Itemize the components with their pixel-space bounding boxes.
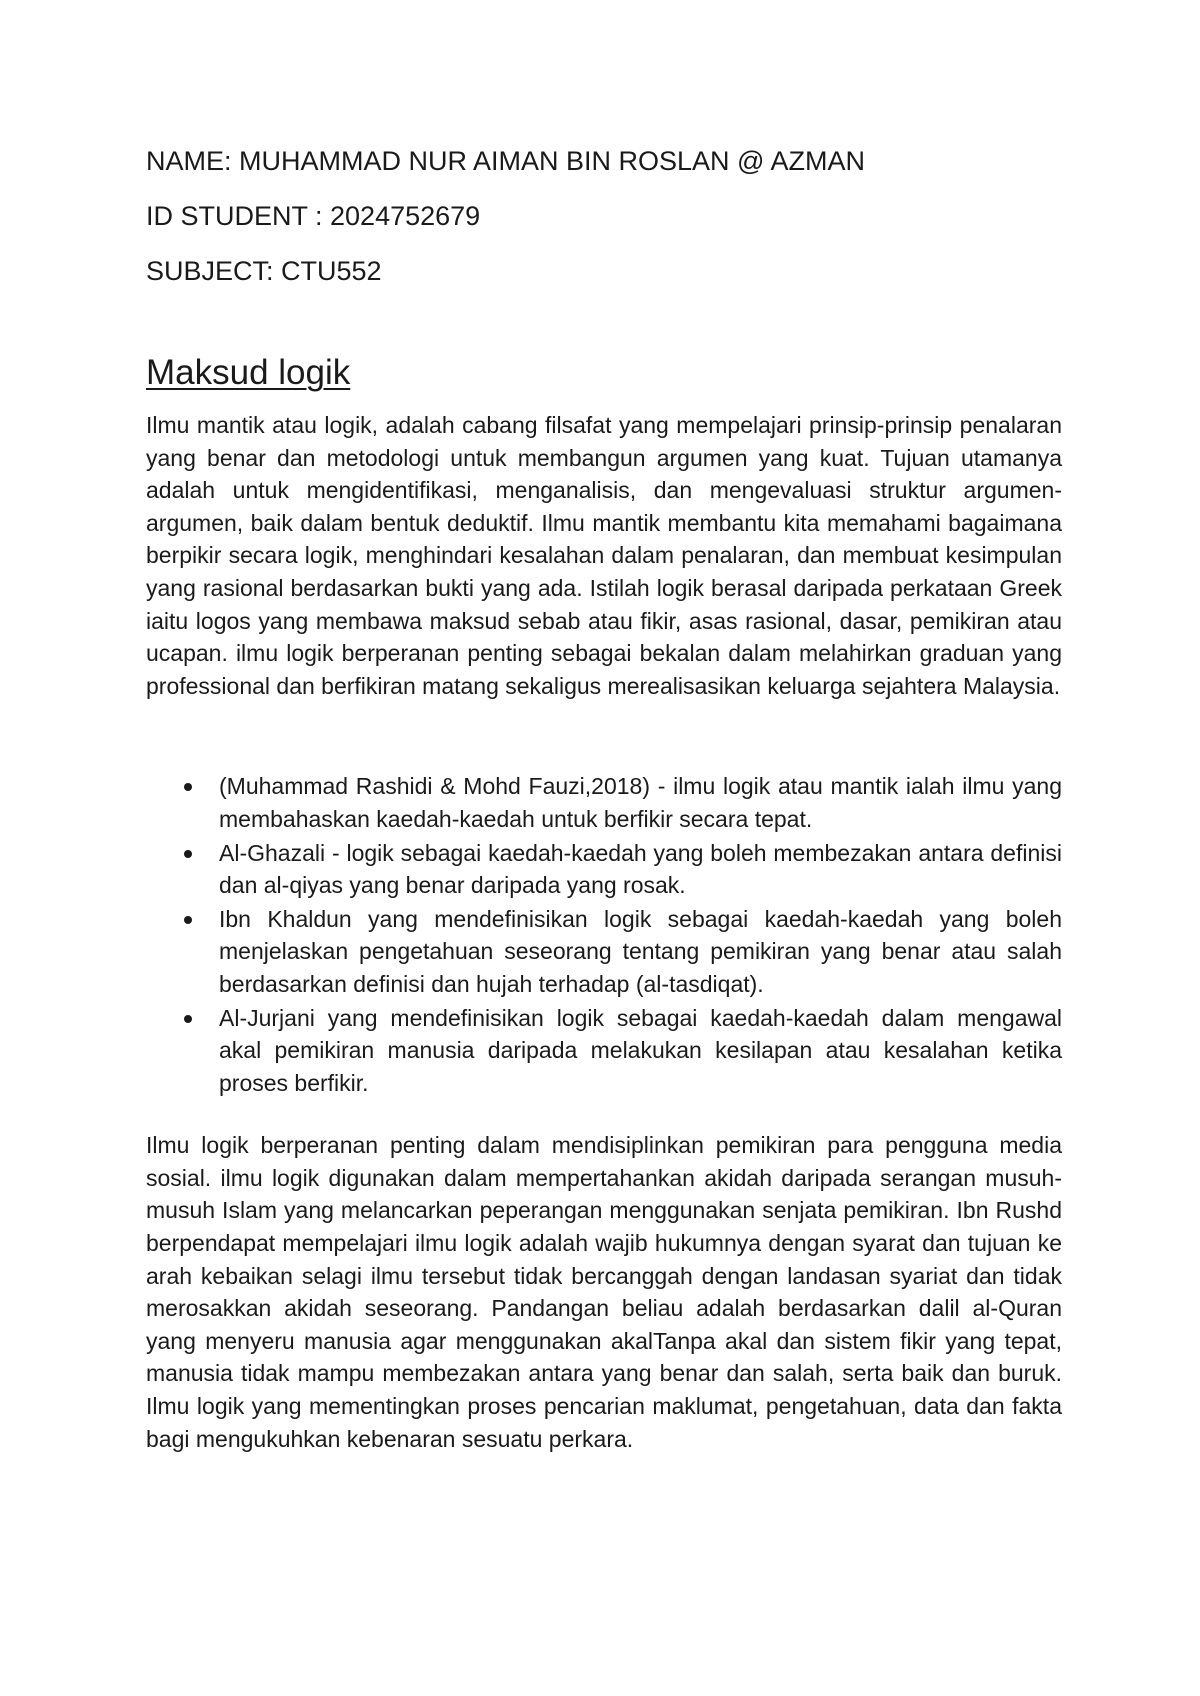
list-item-text: Al-Jurjani yang mendefinisikan logik sebagai kaedah-kaedah dalam mengawal akal pemikiran manusia daripada melakukan kesilapan atau kesalahan ketika proses berfikir.	[219, 1004, 1062, 1096]
list-item-text: (Muhammad Rashidi & Mohd Fauzi,2018) - ilmu logik atau mantik ialah ilmu yang membahaskan kaedah-kaedah untuk berfikir secara tepat.	[219, 773, 1062, 832]
bullet-icon	[184, 1015, 192, 1023]
bullet-icon	[184, 850, 192, 858]
section-title: Maksud logik	[146, 353, 351, 392]
document-content	[146, 145, 1062, 1455]
list-item-text: Al-Ghazali - logik sebagai kaedah-kaedah yang boleh membezakan antara definisi dan al-qiyas yang benar daripada yang rosak.	[219, 839, 1062, 899]
definition-list	[146, 770, 1062, 1099]
list-item-text: Ibn Khaldun yang mendefinisikan logik sebagai kaedah-kaedah yang boleh menjelaskan pengetahuan seseorang tentang pemikiran yang benar atau salah berdasarkan definisi dan hujah terhadap (al-tasdiqat).	[219, 905, 1062, 997]
student-id: ID STUDENT : 2024752679	[146, 201, 481, 231]
subject-code: SUBJECT: CTU552	[146, 256, 382, 286]
list-item	[146, 837, 1062, 902]
list-item	[146, 903, 1062, 1001]
bullet-icon	[184, 783, 192, 791]
bullet-icon	[184, 916, 192, 924]
student-name: NAME: MUHAMMAD NUR AIMAN BIN ROSLAN @ AZMAN	[146, 146, 865, 176]
list-item	[146, 770, 1062, 835]
list-item	[146, 1002, 1062, 1100]
intro-paragraph: Ilmu mantik atau logik, adalah cabang filsafat yang mempelajari prinsip-prinsip penalaran yang benar dan metodologi untuk membangun argumen yang kuat. Tujuan utamanya adalah untuk mengidentifikasi, menganalisis, dan mengevaluasi struktur argumen-argumen, baik dalam bentuk deduktif. Ilmu mantik membantu kita memahami bagaimana berpikir secara logik, menghindari kesalahan dalam penalaran, dan membuat kesimpulan yang rasional berdasarkan bukti yang ada. Istilah logik berasal daripada perkataan Greek iaitu logos yang membawa maksud sebab atau fikir, asas rasional, dasar, pemikiran atau ucapan. ilmu logik berperanan penting sebagai bekalan dalam melahirkan graduan yang professional dan berfikiran matang sekaligus merealisasikan keluarga sejahtera Malaysia.	[146, 412, 1062, 699]
closing-paragraph: Ilmu logik berperanan penting dalam mendisiplinkan pemikiran para pengguna media sosial. ilmu logik digunakan dalam mempertahankan akidah daripada serangan musuh-musuh Islam yang melancarkan peperangan menggunakan senjata pemikiran. Ibn Rushd berpendapat mempelajari ilmu logik adalah wajib hukumnya dengan syarat dan tujuan ke arah kebaikan selagi ilmu tersebut tidak bercanggah dengan landasan syariat dan tidak merosakkan akidah seseorang. Pandangan beliau adalah berdasarkan dalil al-Quran yang menyeru manusia agar menggunakan akalTanpa akal dan sistem fikir yang tepat, manusia tidak mampu membezakan antara yang benar dan salah, serta baik dan buruk. Ilmu logik yang mementingkan proses pencarian maklumat, pengetahuan, data dan fakta bagi mengukuhkan kebenaran sesuatu perkara.	[146, 1132, 1062, 1452]
